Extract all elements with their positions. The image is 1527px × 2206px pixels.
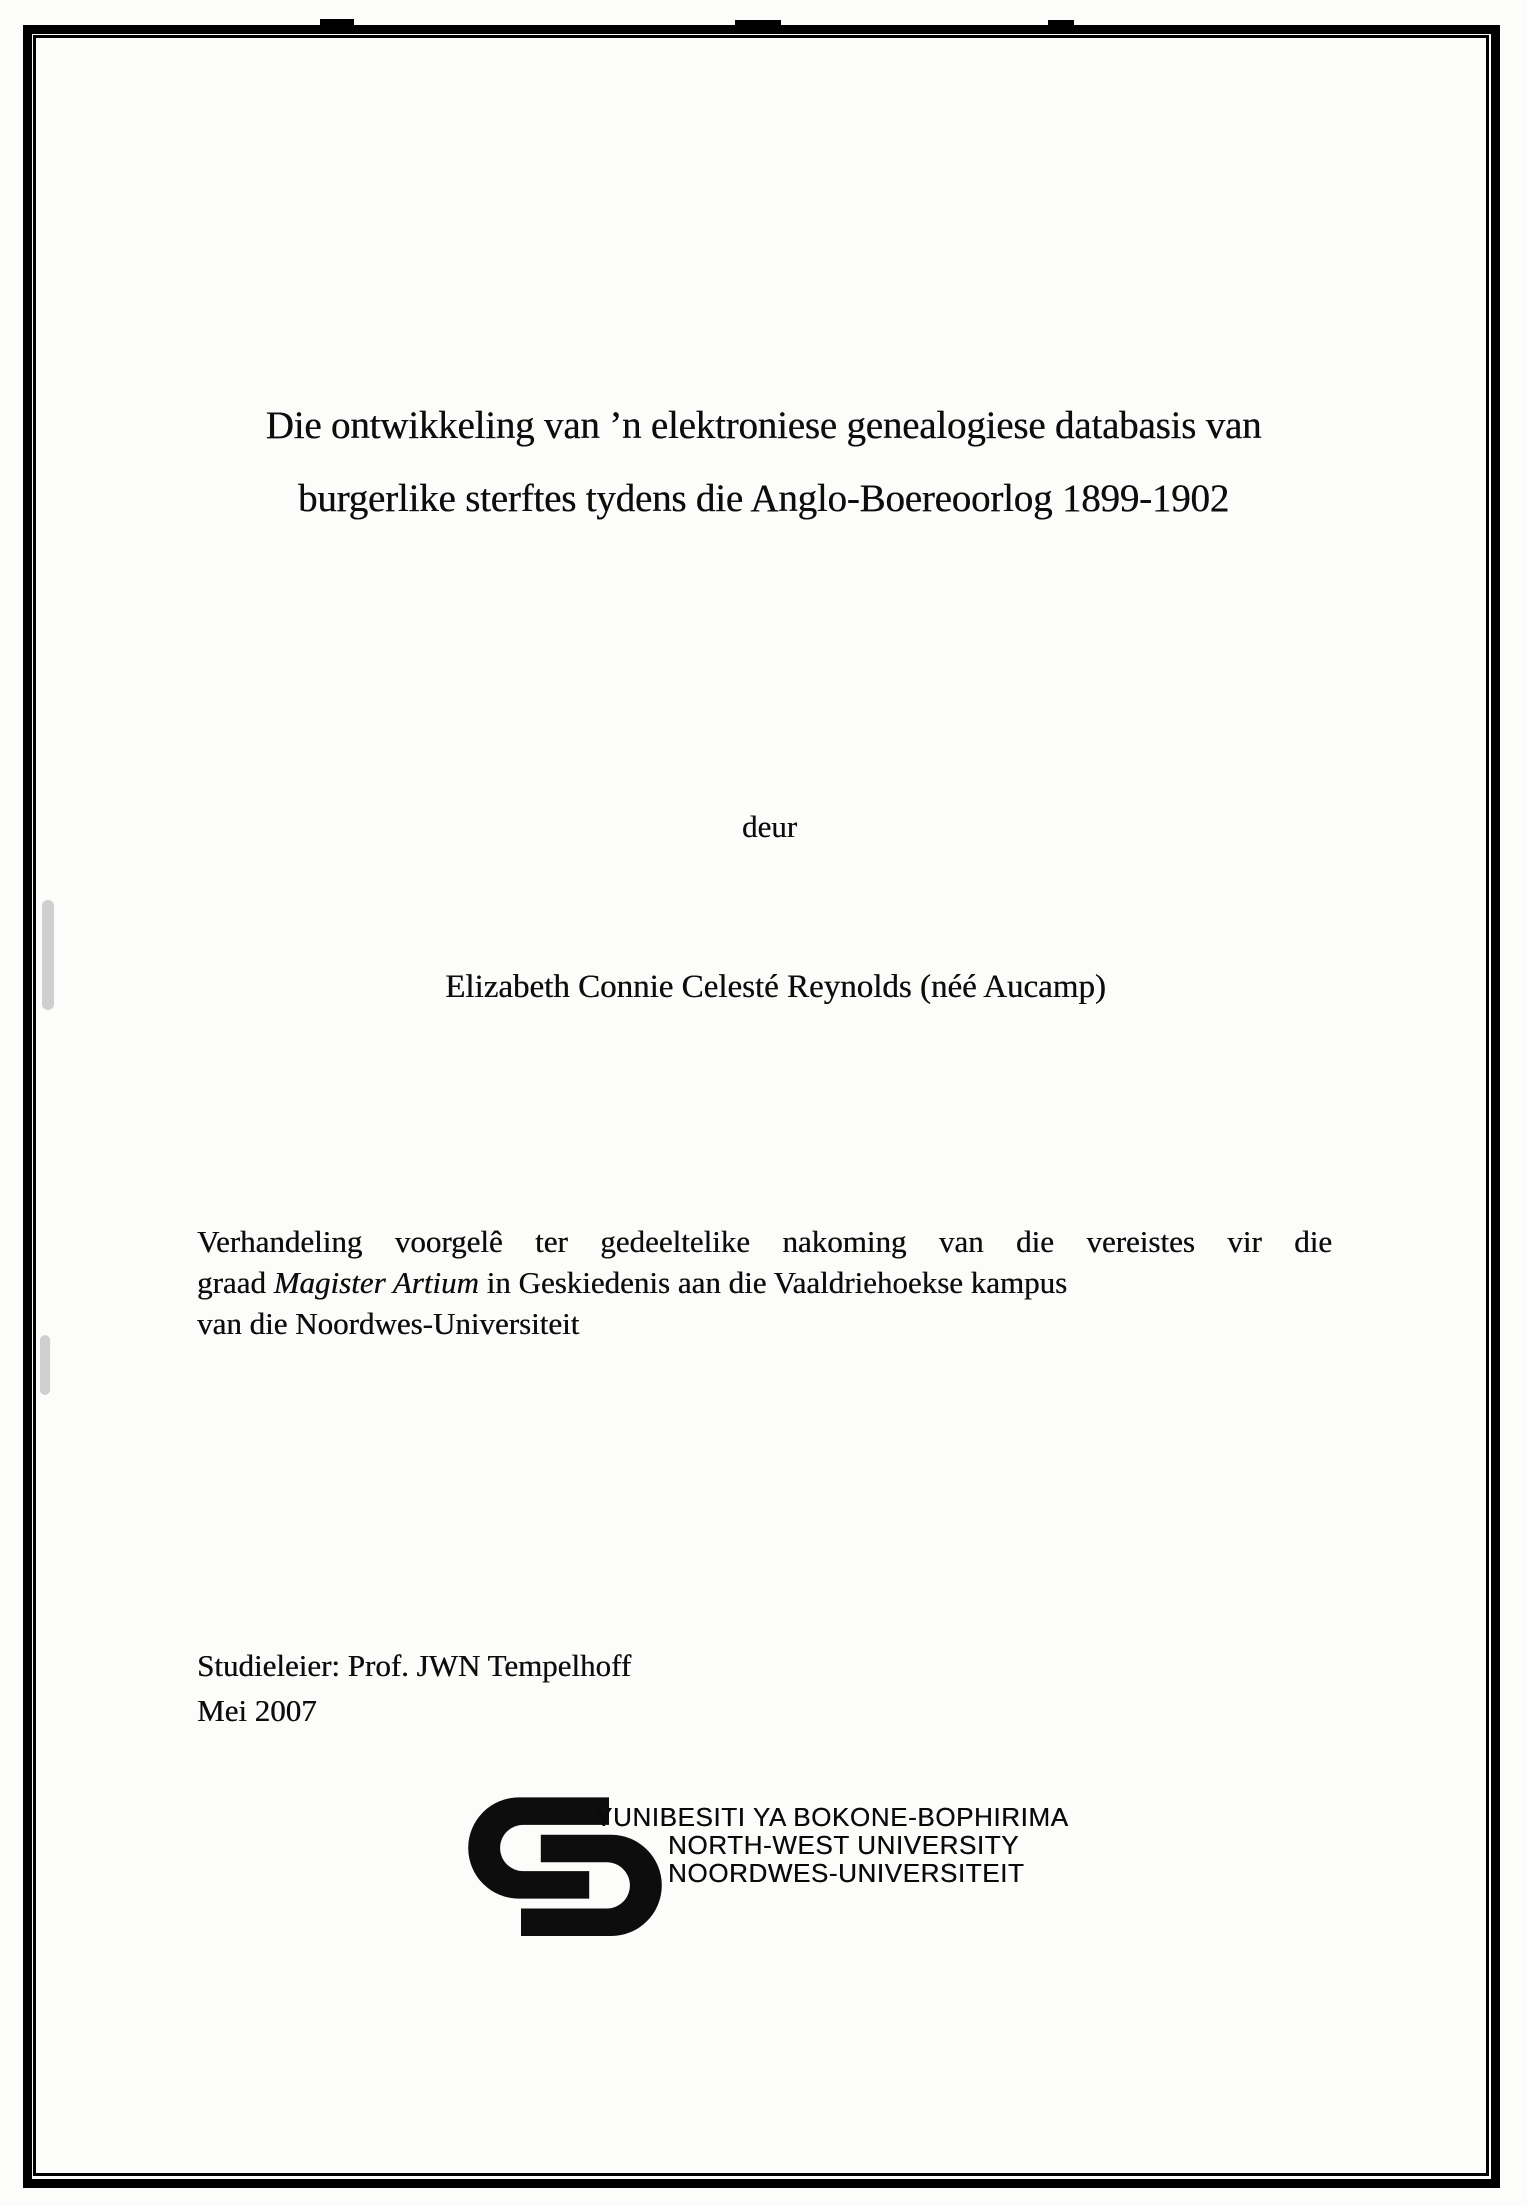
logo-line-english: NORTH-WEST UNIVERSITY [668, 1830, 1020, 1860]
thesis-title [190, 389, 1337, 535]
university-logo-text [595, 1803, 1069, 1887]
supervisor-line: Studieleier: Prof. JWN Tempelhoff [197, 1648, 632, 1683]
author-name: Elizabeth Connie Celesté Reynolds (néé Aucamp) [445, 969, 1106, 1005]
logo-line-afrikaans: NOORDWES-UNIVERSITEIT [668, 1858, 1025, 1888]
degree-statement-line-2 [197, 1262, 1332, 1303]
degree-statement [197, 1221, 1332, 1344]
thesis-title-line-2: burgerlike sterftes tydens die Anglo-Boereoorlog 1899-1902 [297, 477, 1230, 520]
byline: deur [741, 809, 798, 844]
university-logo [455, 1795, 1075, 1945]
degree-name-italic: Magister Artium [273, 1265, 479, 1300]
degree-statement-line-3: van die Noordwes-Universiteit [197, 1306, 580, 1341]
degree-statement-line-1: Verhandeling voorgelê ter gedeeltelike nakoming van die vereistes vir die [197, 1224, 1332, 1259]
date-line: Mei 2007 [197, 1693, 317, 1728]
thesis-title-line-1: Die ontwikkeling van ’n elektroniese genealogiese databasis van [265, 404, 1262, 447]
degree-statement-line-2-post: in Geskiedenis aan die Vaaldriehoekse kampus [478, 1265, 1068, 1300]
logo-line-setswana: YUNIBESITI YA BOKONE-BOPHIRIMA [595, 1802, 1069, 1832]
degree-statement-line-2-pre: graad [197, 1265, 274, 1300]
